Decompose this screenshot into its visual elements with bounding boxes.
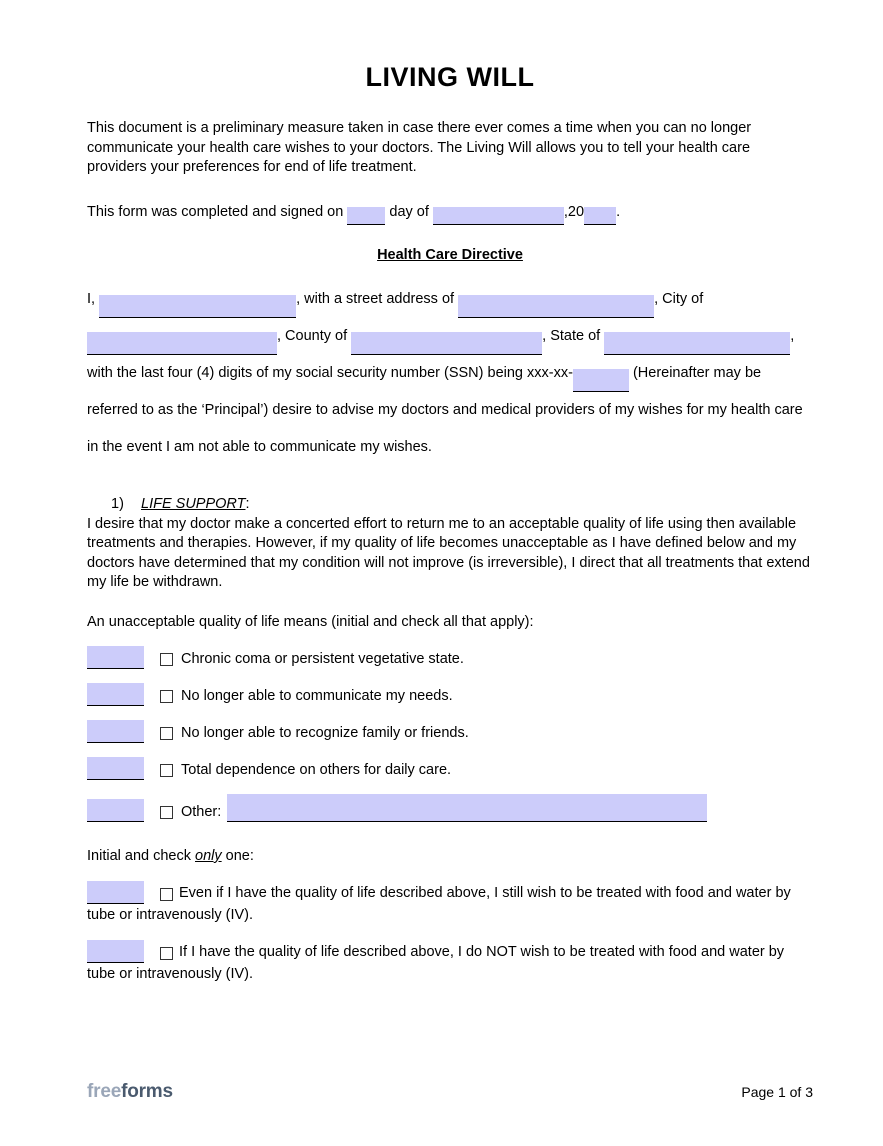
- directive-of-text: of: [691, 290, 704, 307]
- life-support-label: LIFE SUPPORT: [141, 495, 246, 512]
- choice-row-do-not-treat: [87, 940, 813, 985]
- logo-forms-text: forms: [121, 1081, 173, 1102]
- directive-communicate-text: communicate my wishes.: [269, 438, 432, 455]
- option-label: Chronic coma or persistent vegetative state.: [181, 651, 464, 667]
- choice-row-treat: [87, 881, 813, 926]
- checkbox-icon[interactable]: [160, 888, 173, 901]
- option-row: [87, 646, 813, 669]
- logo-free-text: free: [87, 1081, 122, 1102]
- directive-street-text: , with a street address of: [296, 290, 455, 307]
- completed-mid-text: day of: [389, 203, 429, 220]
- city-field[interactable]: [87, 332, 277, 355]
- completed-signed-line: [87, 199, 813, 225]
- checkbox-icon[interactable]: [160, 690, 173, 703]
- option-initial-field[interactable]: [87, 646, 144, 669]
- life-support-body: I desire that my doctor make a concerted effort to return me to an acceptable quality of life using then available treatments and therapies. However, if my quality of life becomes unacceptable as I have defined below and my doctors have determined that my condition will not improve (is irreversible), I direct that all treatments that extend my life be withdrawn.: [87, 515, 810, 590]
- initial-only-prefix: Initial and check: [87, 848, 196, 864]
- choice-initial-field[interactable]: [87, 940, 144, 963]
- directive-ssn-prefix-text: (SSN) being xxx-xx-: [444, 364, 573, 381]
- option-row-other: [87, 794, 813, 822]
- unacceptable-prompt: An unacceptable quality of life means (initial and check all that apply):: [87, 613, 534, 630]
- life-support-heading: [87, 496, 813, 512]
- choice-label: If I have the quality of life described above, I do NOT wish to be treated with food and water by tube or intravenously (IV).: [87, 943, 785, 982]
- principal-name-field[interactable]: [99, 295, 296, 318]
- health-care-directive-body: [87, 281, 813, 466]
- option-row: [87, 720, 813, 743]
- completed-year-prefix-text: ,20: [563, 203, 585, 220]
- signed-day-field[interactable]: [347, 207, 385, 225]
- checkbox-icon[interactable]: [160, 806, 173, 819]
- ssn-last-four-field[interactable]: [573, 369, 629, 392]
- completed-suffix-text: .: [616, 203, 621, 220]
- directive-city-text: , City: [654, 290, 688, 307]
- checkbox-icon[interactable]: [160, 764, 173, 777]
- state-field[interactable]: [604, 332, 790, 355]
- page-footer: [87, 1081, 813, 1103]
- street-address-field[interactable]: [458, 295, 654, 318]
- option-initial-field[interactable]: [87, 799, 144, 822]
- option-label: Other:: [181, 804, 222, 820]
- life-support-number: 1): [111, 495, 124, 512]
- directive-county-text: , County of: [277, 327, 348, 344]
- directive-i-text: I,: [87, 290, 96, 307]
- option-initial-field[interactable]: [87, 683, 144, 706]
- choice-label: Even if I have the quality of life described above, I still wish to be treated with food and water by tube or intravenously (IV).: [87, 884, 791, 923]
- county-field[interactable]: [351, 332, 542, 355]
- option-initial-field[interactable]: [87, 720, 144, 743]
- directive-state-text: , State of: [542, 327, 601, 344]
- checkbox-icon[interactable]: [160, 727, 173, 740]
- signed-year-field[interactable]: [584, 207, 616, 225]
- option-row: [87, 683, 813, 706]
- checkbox-icon[interactable]: [160, 947, 173, 960]
- signed-month-field[interactable]: [433, 207, 564, 225]
- section-heading-health-care-directive: Health Care Directive: [377, 246, 523, 263]
- intro-paragraph: This document is a preliminary measure taken in case there ever comes a time when you can no longer communicate your health care wishes to your doctors. The Living Will allows you to tell your health care providers your preferences for end of life treatment.: [87, 120, 752, 175]
- option-row: [87, 757, 813, 780]
- document-content: [87, 0, 813, 985]
- directive-ssn-text: , with the last four (4) digits of my social security number: [87, 327, 795, 381]
- directive-doctors-text: doctors and medical providers of my wishes for my health care in the event I am not able to: [87, 401, 803, 455]
- life-support-colon: :: [245, 495, 250, 512]
- initial-only-suffix: one:: [221, 848, 254, 864]
- page-number: Page 1 of 3: [741, 1084, 813, 1100]
- option-label: No longer able to recognize family or friends.: [181, 725, 469, 741]
- initial-only-emphasis: only: [195, 848, 222, 864]
- choice-initial-field[interactable]: [87, 881, 144, 904]
- completed-prefix-text: This form was completed and signed on: [87, 203, 344, 220]
- initial-only-prompt: [87, 847, 813, 867]
- freeforms-logo: [87, 1081, 173, 1103]
- option-label: Total dependence on others for daily care.: [181, 762, 452, 778]
- other-text-field[interactable]: [227, 794, 707, 822]
- checkbox-icon[interactable]: [160, 653, 173, 666]
- option-label: No longer able to communicate my needs.: [181, 688, 453, 704]
- directive-principal-text: (Hereinafter may be referred to as the ‘Principal’) desire to advise my: [87, 364, 762, 418]
- option-initial-field[interactable]: [87, 757, 144, 780]
- page-title: LIVING WILL: [365, 62, 535, 92]
